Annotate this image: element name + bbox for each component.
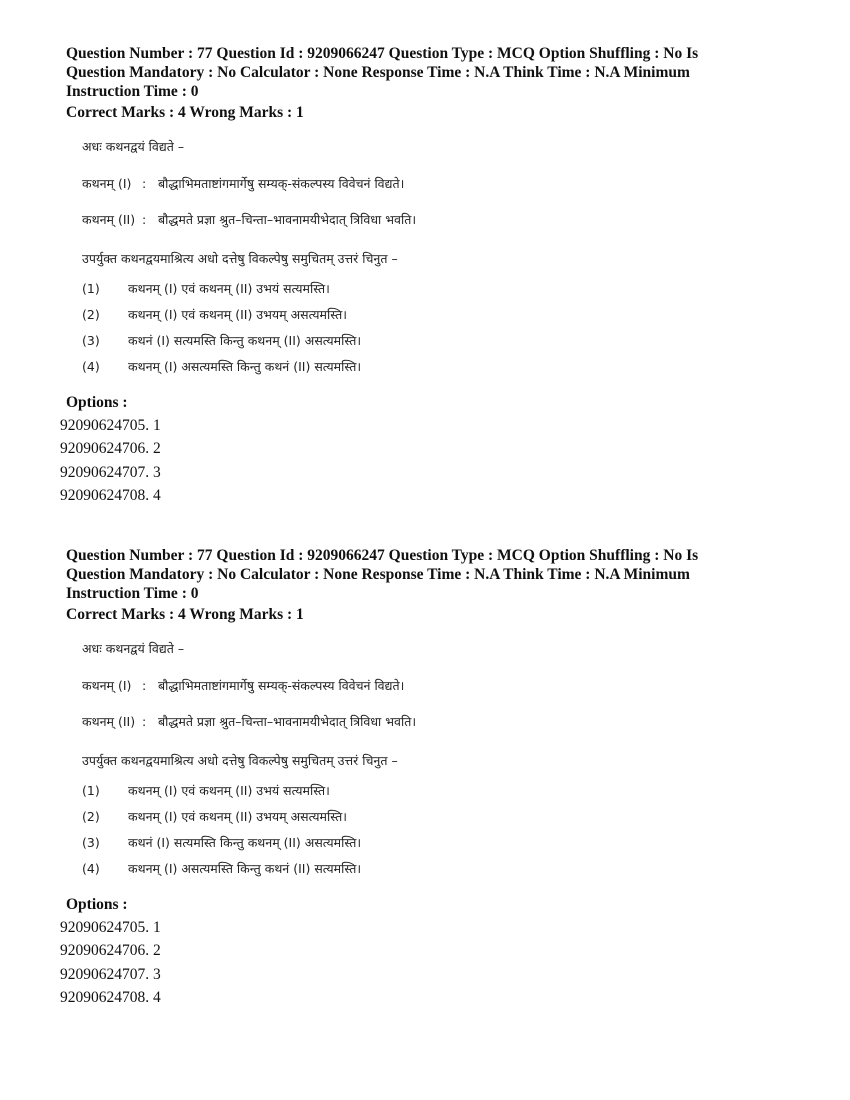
options-heading: Options : [66, 896, 128, 913]
statement-label: कथनम् (I) [82, 176, 132, 191]
option-row: 92090624708. 4 [60, 486, 161, 504]
question-block-2 [60, 546, 766, 1009]
marks-line: Correct Marks : 4 Wrong Marks : 1 [66, 104, 304, 121]
option-row: 92090624707. 3 [60, 965, 161, 983]
options-list [60, 916, 766, 1009]
statement-text: बौद्धाभिमताष्टांगमार्गेषु सम्यक्-संकल्पस्य विवेचनं विद्यते। [158, 678, 405, 693]
statement-text: बौद्धाभिमताष्टांगमार्गेषु सम्यक्-संकल्पस्य विवेचनं विद्यते। [158, 176, 405, 191]
choice-list [82, 276, 766, 380]
choice-number: (3) [82, 835, 100, 850]
choice-text: कथनं (I) सत्यमस्ति किन्तु कथनम् (II) असत्यमस्ति। [128, 333, 362, 348]
question-intro: अधः कथनद्वयं विद्यते – [82, 139, 185, 154]
statement-colon: : [142, 212, 147, 227]
options-heading: Options : [66, 394, 128, 411]
statement-1 [82, 174, 766, 194]
meta-line: Instruction Time : 0 [66, 585, 199, 602]
statement-2 [82, 210, 766, 230]
choice-number: (2) [82, 809, 100, 824]
question-meta [66, 44, 766, 122]
choice-number: (1) [82, 783, 100, 798]
meta-line: Question Mandatory : No Calculator : None Response Time : N.A Think Time : N.A Minimum [66, 64, 690, 81]
statement-label: कथनम् (II) [82, 212, 136, 227]
option-row: 92090624708. 4 [60, 988, 161, 1006]
statement-colon: : [142, 678, 147, 693]
choice-item [82, 276, 766, 302]
question-body [82, 638, 766, 882]
meta-line: Question Mandatory : No Calculator : None Response Time : N.A Think Time : N.A Minimum [66, 566, 690, 583]
choice-number: (4) [82, 359, 100, 374]
question-intro: अधः कथनद्वयं विद्यते – [82, 641, 185, 656]
choice-text: कथनं (I) सत्यमस्ति किन्तु कथनम् (II) असत्यमस्ति। [128, 835, 362, 850]
question-meta [66, 546, 766, 624]
choice-item [82, 354, 766, 380]
choice-number: (2) [82, 307, 100, 322]
meta-line: Instruction Time : 0 [66, 83, 199, 100]
choice-text: कथनम् (I) असत्यमस्ति किन्तु कथनं (II) सत्यमस्ति। [128, 359, 362, 374]
choice-text: कथनम् (I) असत्यमस्ति किन्तु कथनं (II) सत्यमस्ति। [128, 861, 362, 876]
options-list [60, 414, 766, 507]
option-row: 92090624707. 3 [60, 463, 161, 481]
choice-item [82, 856, 766, 882]
choice-number: (1) [82, 281, 100, 296]
question-block-1 [60, 44, 766, 507]
question-instruction: उपर्युक्त कथनद्वयमाश्रित्य अधो दत्तेषु विकल्पेषु समुचितम् उत्तरं चिनुत – [82, 251, 398, 266]
question-body [82, 136, 766, 380]
statement-colon: : [142, 714, 147, 729]
option-row: 92090624706. 2 [60, 440, 161, 458]
choice-item [82, 804, 766, 830]
statement-label: कथनम् (II) [82, 714, 136, 729]
marks-line: Correct Marks : 4 Wrong Marks : 1 [66, 606, 304, 623]
meta-line: Question Number : 77 Question Id : 9209066247 Question Type : MCQ Option Shuffling : No Is [66, 45, 699, 62]
option-row: 92090624705. 1 [60, 919, 161, 936]
statement-2 [82, 712, 766, 732]
statement-1 [82, 676, 766, 696]
option-row: 92090624705. 1 [60, 417, 161, 434]
choice-text: कथनम् (I) एवं कथनम् (II) उभयं सत्यमस्ति। [128, 783, 330, 798]
choice-text: कथनम् (I) एवं कथनम् (II) उभयम् असत्यमस्ति। [128, 307, 347, 322]
statement-text: बौद्धमते प्रज्ञा श्रुत–चिन्ता–भावनामयीभेदात् त्रिविधा भवति। [158, 714, 417, 729]
question-instruction: उपर्युक्त कथनद्वयमाश्रित्य अधो दत्तेषु विकल्पेषु समुचितम् उत्तरं चिनुत – [82, 753, 398, 768]
statement-colon: : [142, 176, 147, 191]
choice-number: (4) [82, 861, 100, 876]
option-row: 92090624706. 2 [60, 942, 161, 960]
statement-text: बौद्धमते प्रज्ञा श्रुत–चिन्ता–भावनामयीभेदात् त्रिविधा भवति। [158, 212, 417, 227]
choice-item [82, 328, 766, 354]
choice-number: (3) [82, 333, 100, 348]
meta-line: Question Number : 77 Question Id : 9209066247 Question Type : MCQ Option Shuffling : No Is [66, 547, 699, 564]
choice-item [82, 778, 766, 804]
statement-label: कथनम् (I) [82, 678, 132, 693]
choice-text: कथनम् (I) एवं कथनम् (II) उभयम् असत्यमस्ति। [128, 809, 347, 824]
choice-item [82, 302, 766, 328]
choice-item [82, 830, 766, 856]
choice-list [82, 778, 766, 882]
choice-text: कथनम् (I) एवं कथनम् (II) उभयं सत्यमस्ति। [128, 281, 330, 296]
